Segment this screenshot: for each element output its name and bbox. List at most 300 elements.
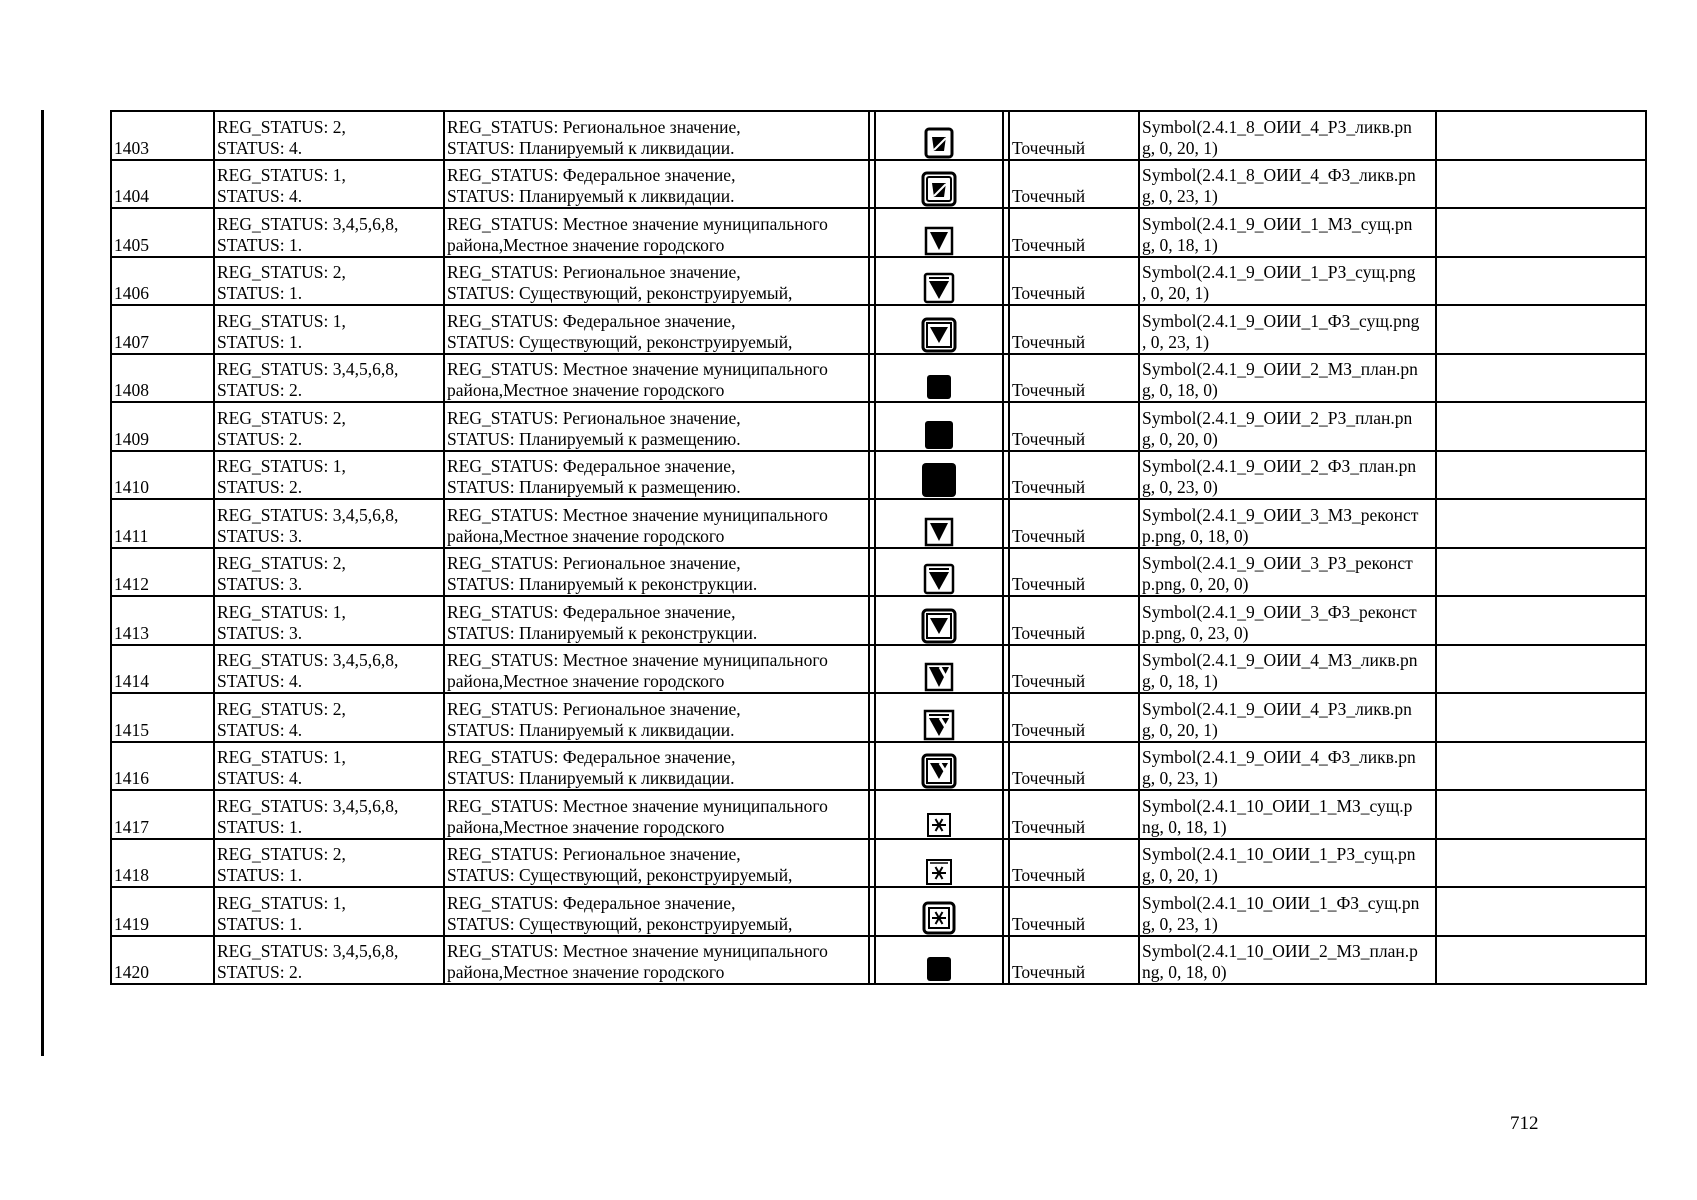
expr-line: Symbol(2.4.1_9_ОИИ_1_МЗ_сущ.pn: [1142, 213, 1413, 234]
description-cell: [444, 160, 869, 209]
expr-line: g, 0, 23, 1): [1142, 186, 1218, 206]
row-id: 1420: [114, 962, 149, 982]
expr-line: р.png, 0, 18, 0): [1142, 525, 1249, 546]
desc-line: REG_STATUS: Федеральное значение,: [447, 165, 736, 185]
geometry-type-cell: [1009, 402, 1139, 451]
desc-line: района,Местное значение городского: [447, 816, 725, 837]
filter-line: REG_STATUS: 1,: [217, 601, 346, 622]
filter-cell: [214, 451, 444, 500]
desc-line: STATUS: Планируемый к реконструкции.: [447, 574, 758, 594]
symbol-cell: [875, 839, 1003, 888]
filter-line: REG_STATUS: 1,: [217, 747, 346, 767]
row-id-cell: [111, 693, 214, 742]
symbol-table-body: [111, 111, 1646, 984]
filter-line: STATUS: 1.: [217, 331, 303, 352]
filter-cell: [214, 111, 444, 160]
geometry-type: Точечный: [1012, 331, 1086, 352]
geometry-type: Точечный: [1012, 477, 1086, 497]
expr-line: Symbol(2.4.1_10_ОИИ_1_МЗ_сущ.p: [1142, 795, 1413, 816]
row-id: 1410: [114, 477, 149, 497]
expr-line: g, 0, 18, 1): [1142, 234, 1218, 255]
filter-line: STATUS: 1.: [217, 283, 303, 303]
geometry-type: Точечный: [1012, 719, 1086, 740]
triangle-square-liquidation-small-icon: [878, 662, 1000, 692]
table-row: [111, 887, 1646, 936]
desc-line: REG_STATUS: Местное значение муниципального: [447, 941, 828, 961]
empty-cell: [1436, 693, 1646, 742]
symbol-cell: [875, 305, 1003, 354]
symbol-expression-cell: [1139, 548, 1436, 597]
filter-line: REG_STATUS: 1,: [217, 456, 346, 476]
filter-cell: [214, 693, 444, 742]
symbol-expression-cell: [1139, 354, 1436, 403]
expr-line: ng, 0, 18, 1): [1142, 816, 1227, 837]
symbol-cell: [875, 111, 1003, 160]
desc-line: REG_STATUS: Федеральное значение,: [447, 601, 736, 622]
row-id-cell: [111, 111, 214, 160]
geometry-type-cell: [1009, 936, 1139, 985]
row-id-cell: [111, 257, 214, 306]
desc-line: REG_STATUS: Местное значение муниципального: [447, 359, 828, 379]
expr-line: g, 0, 23, 1): [1142, 913, 1218, 934]
expr-line: Symbol(2.4.1_8_ОИИ_4_ФЗ_ликв.pn: [1142, 165, 1416, 185]
empty-cell: [1436, 548, 1646, 597]
empty-cell: [1436, 257, 1646, 306]
filter-cell: [214, 208, 444, 257]
row-id: 1404: [114, 186, 149, 206]
desc-line: STATUS: Существующий, реконструируемый,: [447, 865, 793, 885]
description-cell: [444, 790, 869, 839]
filter-line: REG_STATUS: 1,: [217, 892, 346, 913]
geometry-type: Точечный: [1012, 768, 1086, 788]
empty-cell: [1436, 111, 1646, 160]
symbol-expression-cell: [1139, 936, 1436, 985]
star-square-existing-medium-icon: [878, 858, 1000, 886]
symbol-expression-cell: [1139, 305, 1436, 354]
desc-line: STATUS: Существующий, реконструируемый,: [447, 331, 793, 352]
expr-line: Symbol(2.4.1_9_ОИИ_4_МЗ_ликв.pn: [1142, 650, 1418, 670]
filter-line: REG_STATUS: 3,4,5,6,8,: [217, 941, 399, 961]
table-row: [111, 645, 1646, 694]
geometry-type-cell: [1009, 208, 1139, 257]
page-number: 712: [1510, 1113, 1539, 1134]
double-square-tilted-cup-liquidation-icon: [878, 171, 1000, 207]
symbol-expression-cell: [1139, 402, 1436, 451]
symbol-expression-cell: [1139, 693, 1436, 742]
symbol-expression-cell: [1139, 208, 1436, 257]
filter-line: REG_STATUS: 2,: [217, 407, 346, 428]
filter-line: STATUS: 2.: [217, 477, 303, 497]
symbol-expression-cell: [1139, 596, 1436, 645]
row-id-cell: [111, 887, 214, 936]
geometry-type: Точечный: [1012, 380, 1086, 400]
row-id-cell: [111, 451, 214, 500]
filter-line: REG_STATUS: 3,4,5,6,8,: [217, 359, 399, 379]
table-row: [111, 839, 1646, 888]
filter-line: REG_STATUS: 2,: [217, 262, 346, 282]
desc-line: REG_STATUS: Местное значение муниципального: [447, 650, 828, 670]
expr-line: Symbol(2.4.1_9_ОИИ_1_ФЗ_сущ.png: [1142, 310, 1420, 331]
symbol-cell: [875, 645, 1003, 694]
empty-cell: [1436, 887, 1646, 936]
geometry-type: Точечный: [1012, 622, 1086, 643]
triangle-square-bar-existing-icon: [878, 272, 1000, 304]
description-cell: [444, 354, 869, 403]
triangle-square-existing-icon: [878, 226, 1000, 256]
filter-line: REG_STATUS: 2,: [217, 698, 346, 719]
row-id-cell: [111, 354, 214, 403]
geometry-type-cell: [1009, 742, 1139, 791]
row-id: 1415: [114, 719, 149, 740]
description-cell: [444, 742, 869, 791]
table-row: [111, 402, 1646, 451]
symbol-cell: [875, 887, 1003, 936]
desc-line: REG_STATUS: Региональное значение,: [447, 553, 741, 573]
expr-line: g, 0, 18, 0): [1142, 380, 1218, 400]
empty-cell: [1436, 742, 1646, 791]
description-cell: [444, 936, 869, 985]
description-cell: [444, 305, 869, 354]
row-id-cell: [111, 790, 214, 839]
description-cell: [444, 402, 869, 451]
geometry-type: Точечный: [1012, 186, 1086, 206]
desc-line: STATUS: Планируемый к ликвидации.: [447, 137, 735, 158]
symbol-cell: [875, 354, 1003, 403]
desc-line: района,Местное значение городского: [447, 962, 725, 982]
symbol-cell: [875, 596, 1003, 645]
row-id-cell: [111, 839, 214, 888]
desc-line: REG_STATUS: Региональное значение,: [447, 844, 741, 864]
expr-line: Symbol(2.4.1_9_ОИИ_2_ФЗ_план.pn: [1142, 456, 1417, 476]
empty-cell: [1436, 402, 1646, 451]
geometry-type-cell: [1009, 499, 1139, 548]
geometry-type: Точечный: [1012, 865, 1086, 885]
description-cell: [444, 257, 869, 306]
empty-cell: [1436, 160, 1646, 209]
expr-line: Symbol(2.4.1_10_ОИИ_1_РЗ_сущ.pn: [1142, 844, 1416, 864]
triangle-double-square-reconstruction-icon: [878, 608, 1000, 644]
filter-cell: [214, 936, 444, 985]
row-id-cell: [111, 208, 214, 257]
filter-cell: [214, 596, 444, 645]
filter-line: STATUS: 4.: [217, 671, 303, 691]
row-id-cell: [111, 645, 214, 694]
empty-cell: [1436, 354, 1646, 403]
row-id: 1407: [114, 331, 149, 352]
expr-line: р.png, 0, 23, 0): [1142, 622, 1249, 643]
geometry-type-cell: [1009, 305, 1139, 354]
filter-line: STATUS: 2.: [217, 962, 303, 982]
filter-cell: [214, 354, 444, 403]
empty-cell: [1436, 790, 1646, 839]
table-row: [111, 693, 1646, 742]
filter-line: REG_STATUS: 3,4,5,6,8,: [217, 504, 399, 525]
filter-line: REG_STATUS: 3,4,5,6,8,: [217, 795, 399, 816]
expr-line: Symbol(2.4.1_9_ОИИ_3_МЗ_реконст: [1142, 504, 1419, 525]
expr-line: ng, 0, 18, 0): [1142, 962, 1227, 982]
expr-line: Symbol(2.4.1_9_ОИИ_3_РЗ_реконст: [1142, 553, 1413, 573]
expr-line: Symbol(2.4.1_8_ОИИ_4_РЗ_ликв.pn: [1142, 116, 1412, 137]
triangle-square-reconstruction-small-icon: [878, 517, 1000, 547]
filter-line: STATUS: 3.: [217, 622, 303, 643]
filter-line: STATUS: 1.: [217, 865, 303, 885]
row-id: 1406: [114, 283, 149, 303]
geometry-type: Точечный: [1012, 428, 1086, 449]
row-id-cell: [111, 936, 214, 985]
table-row: [111, 160, 1646, 209]
empty-cell: [1436, 208, 1646, 257]
filter-line: REG_STATUS: 2,: [217, 844, 346, 864]
description-cell: [444, 887, 869, 936]
table-row: [111, 596, 1646, 645]
symbol-expression-cell: [1139, 160, 1436, 209]
triangle-double-square-existing-icon: [878, 317, 1000, 353]
desc-line: STATUS: Существующий, реконструируемый,: [447, 283, 793, 303]
empty-cell: [1436, 305, 1646, 354]
row-id: 1412: [114, 574, 149, 594]
geometry-type-cell: [1009, 451, 1139, 500]
desc-line: REG_STATUS: Местное значение муниципального: [447, 213, 828, 234]
description-cell: [444, 111, 869, 160]
description-cell: [444, 499, 869, 548]
expr-line: , 0, 23, 1): [1142, 331, 1210, 352]
desc-line: REG_STATUS: Федеральное значение,: [447, 747, 736, 767]
desc-line: REG_STATUS: Региональное значение,: [447, 698, 741, 719]
filter-line: REG_STATUS: 3,4,5,6,8,: [217, 213, 399, 234]
empty-cell: [1436, 499, 1646, 548]
filter-line: REG_STATUS: 1,: [217, 165, 346, 185]
geometry-type-cell: [1009, 645, 1139, 694]
filter-line: REG_STATUS: 2,: [217, 116, 346, 137]
symbol-expression-cell: [1139, 111, 1436, 160]
row-id-cell: [111, 499, 214, 548]
triangle-square-reconstruction-medium-icon: [878, 563, 1000, 595]
row-id-cell: [111, 742, 214, 791]
filter-line: REG_STATUS: 1,: [217, 310, 346, 331]
expr-line: Symbol(2.4.1_9_ОИИ_2_МЗ_план.pn: [1142, 359, 1418, 379]
filter-cell: [214, 645, 444, 694]
table-row: [111, 790, 1646, 839]
symbol-cell: [875, 548, 1003, 597]
table-row: [111, 305, 1646, 354]
description-cell: [444, 693, 869, 742]
row-id: 1416: [114, 768, 149, 788]
row-id: 1411: [114, 525, 149, 546]
desc-line: района,Местное значение городского: [447, 671, 725, 691]
symbol-cell: [875, 499, 1003, 548]
desc-line: STATUS: Планируемый к ликвидации.: [447, 719, 735, 740]
symbol-expression-cell: [1139, 790, 1436, 839]
description-cell: [444, 645, 869, 694]
description-cell: [444, 548, 869, 597]
desc-line: STATUS: Планируемый к ликвидации.: [447, 768, 735, 788]
symbol-cell: [875, 451, 1003, 500]
desc-line: района,Местное значение городского: [447, 525, 725, 546]
row-id-cell: [111, 160, 214, 209]
expr-line: Symbol(2.4.1_9_ОИИ_4_РЗ_ликв.pn: [1142, 698, 1412, 719]
expr-line: Symbol(2.4.1_9_ОИИ_3_ФЗ_реконст: [1142, 601, 1417, 622]
desc-line: района,Местное значение городского: [447, 234, 725, 255]
filter-line: REG_STATUS: 3,4,5,6,8,: [217, 650, 399, 670]
filter-cell: [214, 402, 444, 451]
desc-line: REG_STATUS: Местное значение муниципального: [447, 795, 828, 816]
row-id-cell: [111, 548, 214, 597]
geometry-type: Точечный: [1012, 234, 1086, 255]
triangle-square-liquidation-medium-icon: [878, 709, 1000, 741]
table-row: [111, 354, 1646, 403]
geometry-type-cell: [1009, 111, 1139, 160]
symbol-cell: [875, 693, 1003, 742]
desc-line: STATUS: Планируемый к ликвидации.: [447, 186, 735, 206]
table-row: [111, 111, 1646, 160]
filter-cell: [214, 499, 444, 548]
row-id: 1419: [114, 913, 149, 934]
filter-line: STATUS: 1.: [217, 816, 303, 837]
row-id-cell: [111, 305, 214, 354]
filter-line: STATUS: 1.: [217, 234, 303, 255]
expr-line: g, 0, 20, 0): [1142, 428, 1218, 449]
filter-line: STATUS: 4.: [217, 768, 303, 788]
symbol-cell: [875, 208, 1003, 257]
filter-line: STATUS: 4.: [217, 137, 303, 158]
table-row: [111, 742, 1646, 791]
geometry-type: Точечный: [1012, 574, 1086, 594]
symbol-cell: [875, 742, 1003, 791]
expr-line: , 0, 20, 1): [1142, 283, 1210, 303]
description-cell: [444, 208, 869, 257]
expr-line: g, 0, 23, 0): [1142, 477, 1218, 497]
row-id: 1418: [114, 865, 149, 885]
square-tilted-cup-liquidation-icon: [878, 127, 1000, 159]
symbol-expression-cell: [1139, 742, 1436, 791]
desc-line: REG_STATUS: Федеральное значение,: [447, 456, 736, 476]
expr-line: g, 0, 23, 1): [1142, 768, 1218, 788]
geometry-type-cell: [1009, 354, 1139, 403]
filter-cell: [214, 257, 444, 306]
symbol-expression-cell: [1139, 839, 1436, 888]
expr-line: g, 0, 20, 1): [1142, 719, 1218, 740]
geometry-type: Точечный: [1012, 671, 1086, 691]
symbol-expression-cell: [1139, 257, 1436, 306]
expr-line: g, 0, 20, 1): [1142, 865, 1218, 885]
symbol-cell: [875, 936, 1003, 985]
desc-line: STATUS: Планируемый к реконструкции.: [447, 622, 758, 643]
symbol-cell: [875, 160, 1003, 209]
symbol-expression-cell: [1139, 499, 1436, 548]
filter-cell: [214, 742, 444, 791]
desc-line: STATUS: Планируемый к размещению.: [447, 428, 741, 449]
row-id: 1408: [114, 380, 149, 400]
empty-cell: [1436, 645, 1646, 694]
table-row: [111, 451, 1646, 500]
filter-line: STATUS: 3.: [217, 574, 303, 594]
expr-line: g, 0, 18, 1): [1142, 671, 1218, 691]
row-id: 1413: [114, 622, 149, 643]
row-id: 1403: [114, 137, 149, 158]
row-id: 1409: [114, 428, 149, 449]
geometry-type-cell: [1009, 548, 1139, 597]
filter-line: REG_STATUS: 2,: [217, 553, 346, 573]
filter-cell: [214, 548, 444, 597]
filled-square-planned-small-icon: [878, 373, 1000, 401]
filter-cell: [214, 790, 444, 839]
geometry-type-cell: [1009, 839, 1139, 888]
table-row: [111, 499, 1646, 548]
desc-line: REG_STATUS: Региональное значение,: [447, 116, 741, 137]
expr-line: g, 0, 20, 1): [1142, 137, 1218, 158]
expr-line: Symbol(2.4.1_9_ОИИ_4_ФЗ_ликв.pn: [1142, 747, 1416, 767]
description-cell: [444, 451, 869, 500]
filter-line: STATUS: 2.: [217, 380, 303, 400]
row-id-cell: [111, 402, 214, 451]
row-id: 1417: [114, 816, 149, 837]
symbol-cell: [875, 402, 1003, 451]
geometry-type: Точечный: [1012, 913, 1086, 934]
symbol-cell: [875, 257, 1003, 306]
table-row: [111, 257, 1646, 306]
row-id: 1405: [114, 234, 149, 255]
symbol-expression-cell: [1139, 887, 1436, 936]
expr-line: Symbol(2.4.1_9_ОИИ_1_РЗ_сущ.png: [1142, 262, 1416, 282]
desc-line: REG_STATUS: Федеральное значение,: [447, 310, 736, 331]
empty-cell: [1436, 451, 1646, 500]
row-id-cell: [111, 596, 214, 645]
filled-square-planned-large-icon: [878, 462, 1000, 498]
empty-cell: [1436, 936, 1646, 985]
geometry-type-cell: [1009, 693, 1139, 742]
expr-line: Symbol(2.4.1_9_ОИИ_2_РЗ_план.pn: [1142, 407, 1413, 428]
expr-line: р.png, 0, 20, 0): [1142, 574, 1249, 594]
filter-line: STATUS: 3.: [217, 525, 303, 546]
symbol-table: [110, 110, 1647, 985]
symbol-expression-cell: [1139, 645, 1436, 694]
star-double-square-existing-icon: [878, 901, 1000, 935]
filter-cell: [214, 160, 444, 209]
filled-square-planned-icon: [878, 955, 1000, 983]
filled-square-planned-medium-icon: [878, 420, 1000, 450]
desc-line: REG_STATUS: Местное значение муниципального: [447, 504, 828, 525]
desc-line: STATUS: Планируемый к размещению.: [447, 477, 741, 497]
description-cell: [444, 596, 869, 645]
desc-line: REG_STATUS: Региональное значение,: [447, 407, 741, 428]
geometry-type: Точечный: [1012, 525, 1086, 546]
geometry-type-cell: [1009, 596, 1139, 645]
geometry-type: Точечный: [1012, 137, 1086, 158]
geometry-type: Точечный: [1012, 962, 1086, 982]
symbol-expression-cell: [1139, 451, 1436, 500]
geometry-type-cell: [1009, 790, 1139, 839]
filter-cell: [214, 305, 444, 354]
desc-line: REG_STATUS: Региональное значение,: [447, 262, 741, 282]
filter-line: STATUS: 1.: [217, 913, 303, 934]
desc-line: REG_STATUS: Федеральное значение,: [447, 892, 736, 913]
geometry-type: Точечный: [1012, 816, 1086, 837]
table-row: [111, 936, 1646, 985]
symbol-cell: [875, 790, 1003, 839]
empty-cell: [1436, 596, 1646, 645]
filter-line: STATUS: 4.: [217, 186, 303, 206]
margin-change-bar: [41, 110, 44, 1056]
row-id: 1414: [114, 671, 149, 691]
desc-line: STATUS: Существующий, реконструируемый,: [447, 913, 793, 934]
filter-line: STATUS: 2.: [217, 428, 303, 449]
desc-line: района,Местное значение городского: [447, 380, 725, 400]
filter-line: STATUS: 4.: [217, 719, 303, 740]
expr-line: Symbol(2.4.1_10_ОИИ_1_ФЗ_сущ.pn: [1142, 892, 1420, 913]
table-row: [111, 208, 1646, 257]
geometry-type-cell: [1009, 160, 1139, 209]
filter-cell: [214, 887, 444, 936]
